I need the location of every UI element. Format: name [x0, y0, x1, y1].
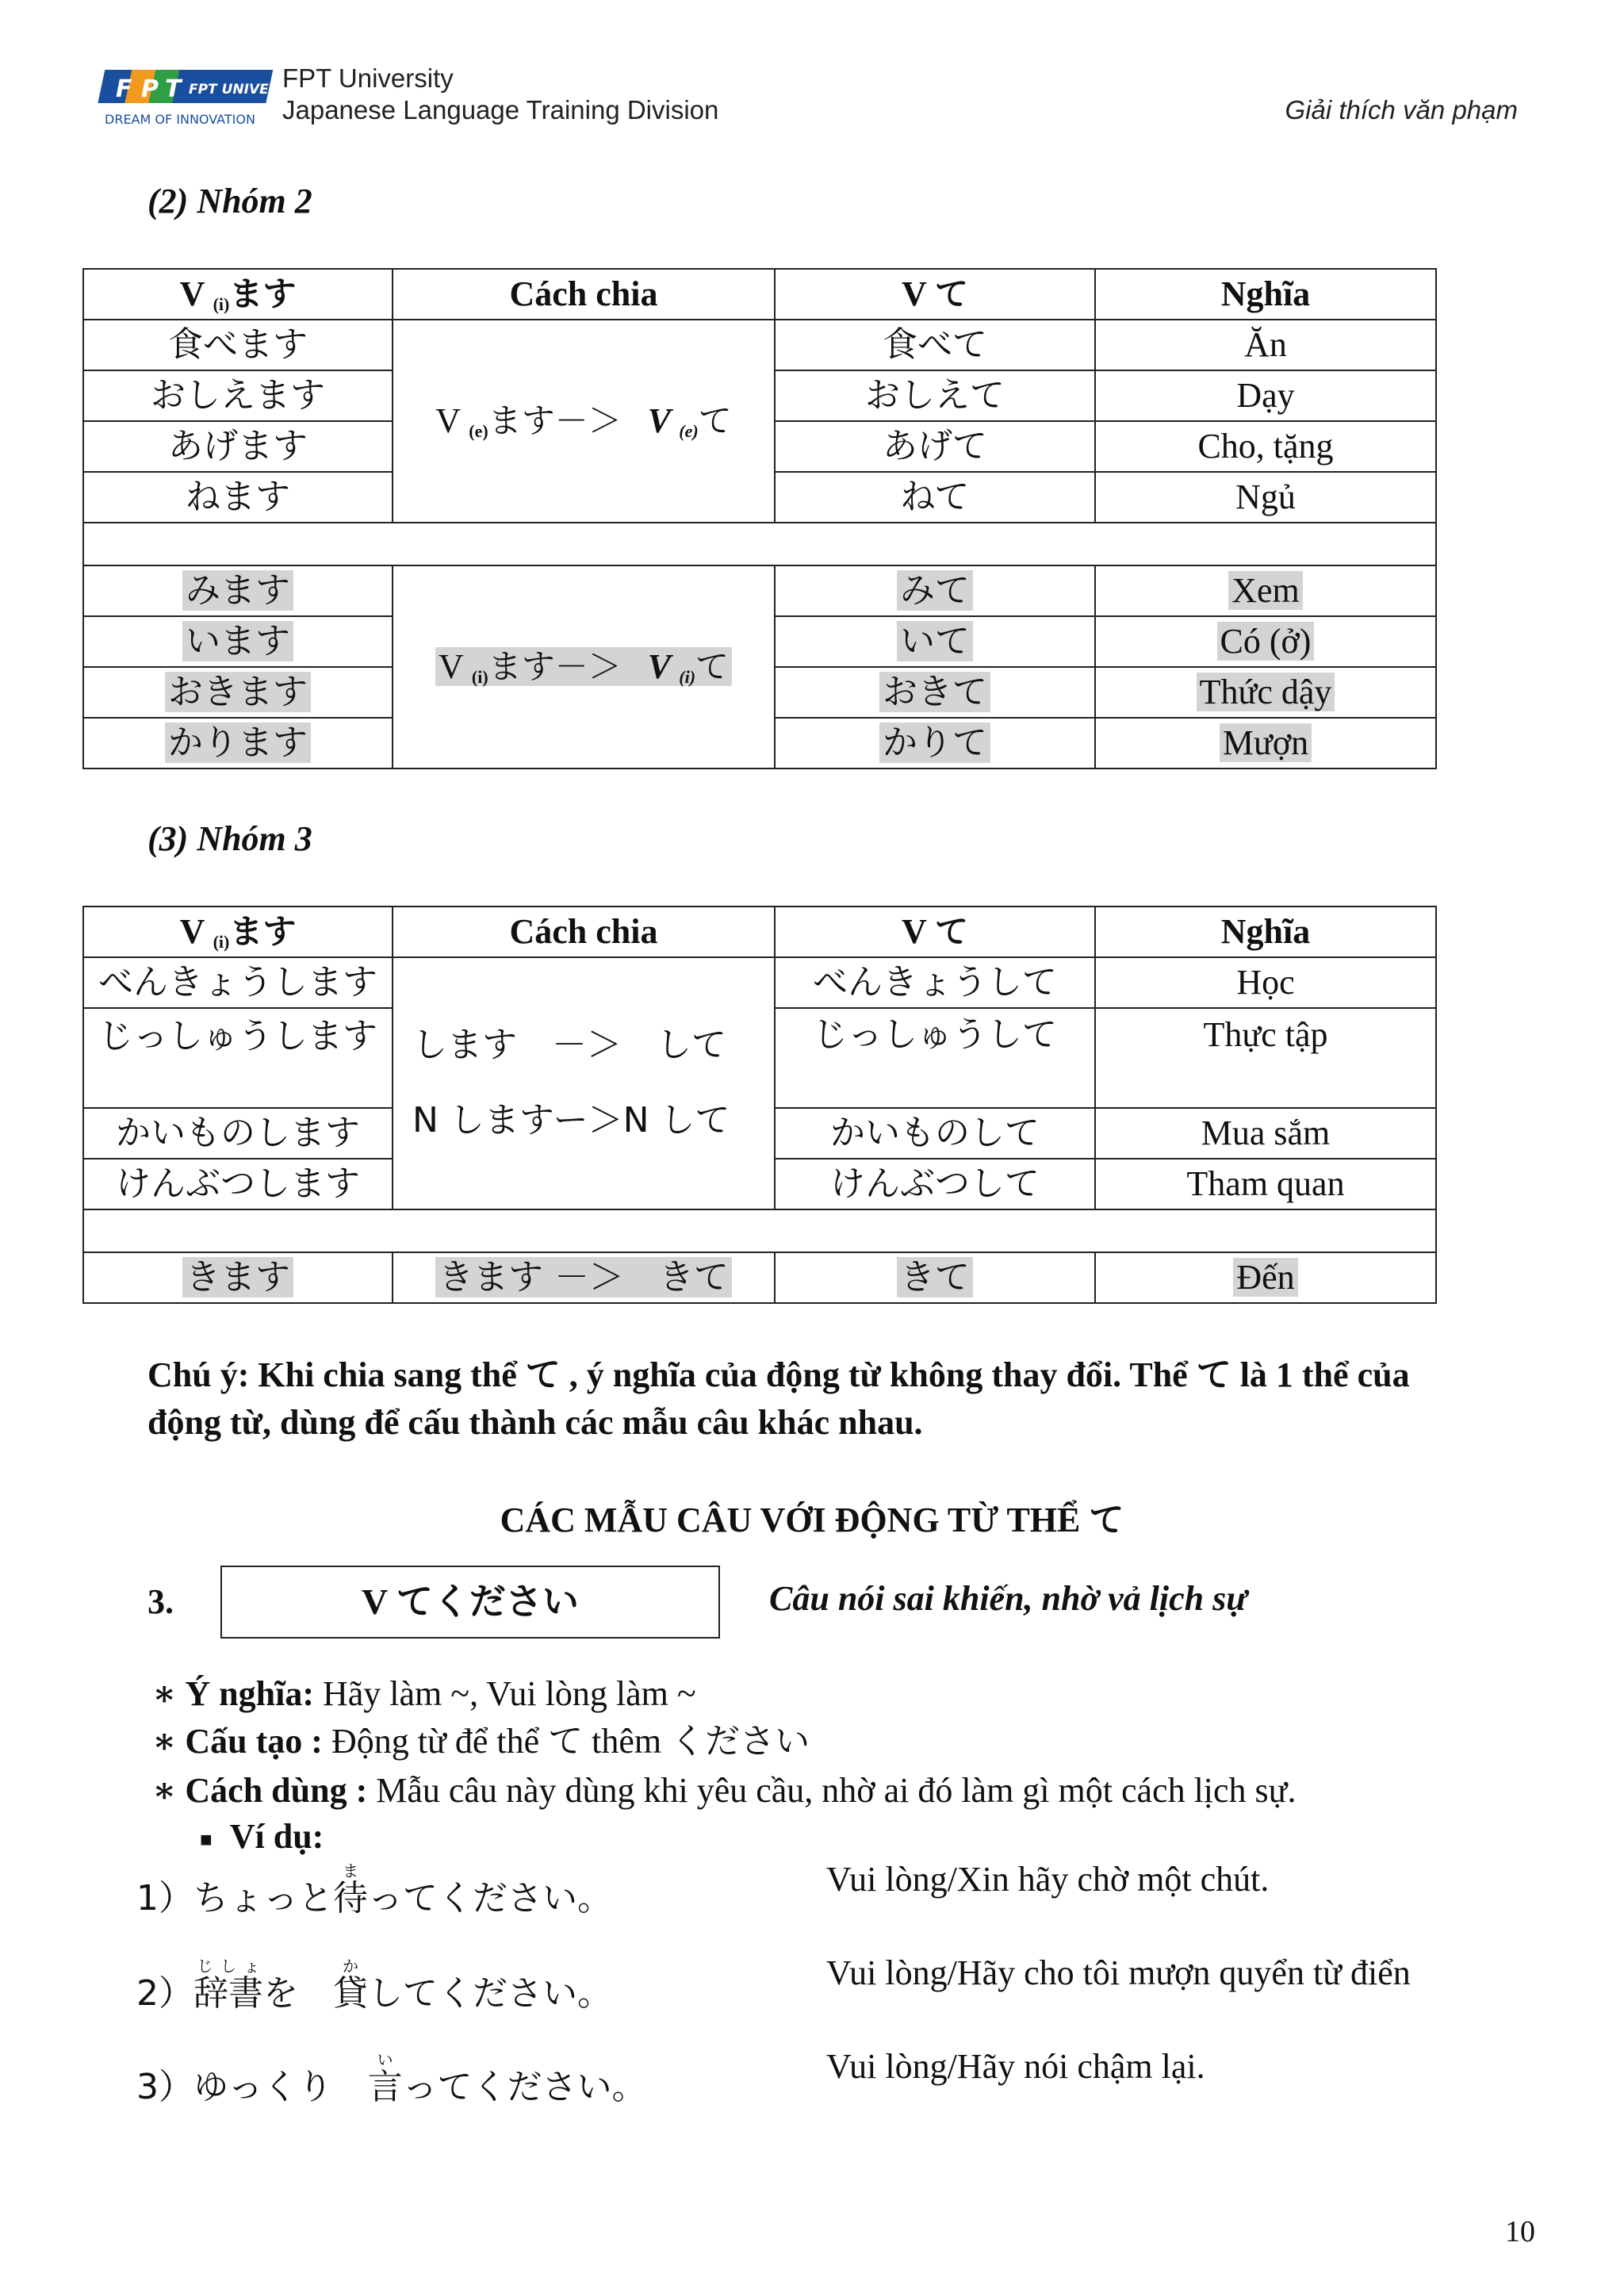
meaning-cell: Có (ở) — [1095, 616, 1436, 667]
svg-text:T: T — [165, 75, 182, 103]
te-cell: じっしゅうして — [775, 1008, 1095, 1108]
meaning-cell: Học — [1095, 957, 1436, 1008]
meaning-cell: Cho, tặng — [1095, 421, 1436, 472]
example-1-vi: Vui lòng/Xin hãy chờ một chút. — [826, 1860, 1270, 1899]
masu-cell: ねます — [83, 472, 393, 523]
note-paragraph — [147, 1351, 1559, 1447]
usage-line: ∗ Cách dùng : Mẫu câu này dùng khi yêu cầu, nhờ ai đó làm gì một cách lịch sự. — [152, 1771, 1297, 1810]
table-row — [83, 320, 1436, 370]
rule-cell: V $_{(e)}$ます－＞ V $_{(e)}$て — [393, 320, 775, 523]
group2-title: (2) Nhóm 2 — [147, 182, 312, 220]
meaning-cell: Ăn — [1095, 320, 1436, 370]
meaning-cell: Xem — [1095, 565, 1436, 616]
rule-cell — [393, 957, 775, 1209]
page-number: 10 — [1505, 2215, 1535, 2248]
masu-cell: かいものします — [83, 1108, 393, 1159]
te-cell: べんきょうして — [775, 957, 1095, 1008]
masu-cell: 食べます — [83, 320, 393, 370]
te-cell: いて — [775, 616, 1095, 667]
meaning-cell: Ngủ — [1095, 472, 1436, 523]
table-row — [83, 565, 1436, 616]
masu-cell: けんぶつします — [83, 1159, 393, 1209]
structure-line: ∗ Cấu tạo : Động từ để thể て thêm ください — [152, 1722, 810, 1761]
te-cell: かいものして — [775, 1108, 1095, 1159]
pattern-box: V てください — [220, 1566, 720, 1639]
masu-cell: みます — [83, 565, 393, 616]
example-2-jp: 2）辞書じしょを 貸かしてください。 — [136, 1957, 612, 2014]
masu-cell: じっしゅうします — [83, 1008, 393, 1108]
spacer-row — [83, 1209, 1436, 1252]
col-rule-header: Cách chia — [393, 907, 775, 957]
example-3-vi: Vui lòng/Hãy nói chậm lại. — [826, 2047, 1205, 2086]
fpt-university-logo — [102, 63, 313, 130]
example-1-jp: 1）ちょっと待まってください。 — [136, 1861, 612, 1918]
table-row — [83, 957, 1436, 1008]
te-cell: おしえて — [775, 370, 1095, 421]
meaning-line: ∗ Ý nghĩa: Hãy làm ~, Vui lòng làm ~ — [152, 1674, 696, 1713]
meaning-cell: Thực tập — [1095, 1008, 1436, 1108]
meaning-cell: Đến — [1095, 1252, 1436, 1303]
rule-line: N しますー＞N して — [412, 1100, 730, 1140]
svg-text:FPT UNIVERSITY: FPT UNIVERSITY — [189, 82, 313, 98]
col-masu-header: V $_{(i)}$ます — [83, 269, 393, 320]
col-meaning-header: Nghĩa — [1095, 907, 1436, 957]
table-header-row — [83, 269, 1436, 320]
group3-title: (3) Nhóm 3 — [147, 819, 312, 858]
te-cell: あげて — [775, 421, 1095, 472]
te-cell: 食べて — [775, 320, 1095, 370]
document-title: Giải thích văn phạm — [1285, 95, 1518, 125]
pattern-number: 3. — [147, 1582, 174, 1621]
division-name: Japanese Language Training Division — [282, 95, 719, 125]
group2-table — [82, 268, 1437, 769]
example-3-jp: 3）ゆっくり 言いってください。 — [136, 2050, 647, 2107]
col-masu-header: V $_{(i)}$ます — [83, 907, 393, 957]
example-2-vi: Vui lòng/Hãy cho tôi mượn quyển từ điển — [826, 1953, 1411, 1992]
col-te-header: V て — [775, 907, 1095, 957]
col-te-header: V て — [775, 269, 1095, 320]
te-cell: かりて — [775, 718, 1095, 769]
rule-cell: V $_{(i)}$ます－＞ V $_{(i)}$て — [393, 565, 775, 769]
note-line: Chú ý: Khi chia sang thể て , ý nghĩa của động từ không thay đổi. Thể て là 1 thể của — [147, 1355, 1410, 1394]
masu-cell: あげます — [83, 421, 393, 472]
te-cell: けんぶつして — [775, 1159, 1095, 1209]
col-meaning-header: Nghĩa — [1095, 269, 1436, 320]
meaning-cell: Dạy — [1095, 370, 1436, 421]
org-name: FPT University — [282, 63, 454, 93]
meaning-cell: Mua sắm — [1095, 1108, 1436, 1159]
rule-line: します －＞ して — [412, 1025, 726, 1066]
te-cell: きて — [775, 1252, 1095, 1303]
masu-cell: おきます — [83, 667, 393, 718]
section-title: CÁC MẪU CÂU VỚI ĐỘNG TỪ THỂ て — [500, 1501, 1124, 1539]
pattern-description: Câu nói sai khiến, nhờ vả lịch sự — [769, 1579, 1247, 1618]
svg-text:P: P — [141, 75, 159, 103]
te-cell: おきて — [775, 667, 1095, 718]
te-cell: みて — [775, 565, 1095, 616]
spacer-row — [83, 523, 1436, 565]
masu-cell: かります — [83, 718, 393, 769]
meaning-cell: Mượn — [1095, 718, 1436, 769]
masu-cell: きます — [83, 1252, 393, 1303]
table-row — [83, 1252, 1436, 1303]
example-label-line: ■ Ví dụ: — [200, 1817, 324, 1856]
rule-cell: きます －＞ きて — [393, 1252, 775, 1303]
masu-cell: います — [83, 616, 393, 667]
masu-cell: おしえます — [83, 370, 393, 421]
group3-table — [82, 906, 1437, 1304]
table-header-row — [83, 907, 1436, 957]
meaning-cell: Thức dậy — [1095, 667, 1436, 718]
svg-text:DREAM OF INNOVATION: DREAM OF INNOVATION — [105, 112, 255, 127]
meaning-cell: Tham quan — [1095, 1159, 1436, 1209]
svg-text:F: F — [116, 75, 132, 103]
col-rule-header: Cách chia — [393, 269, 775, 320]
note-line: động từ, dùng để cấu thành các mẫu câu khác nhau. — [147, 1403, 923, 1442]
masu-cell: べんきょうします — [83, 957, 393, 1008]
te-cell: ねて — [775, 472, 1095, 523]
